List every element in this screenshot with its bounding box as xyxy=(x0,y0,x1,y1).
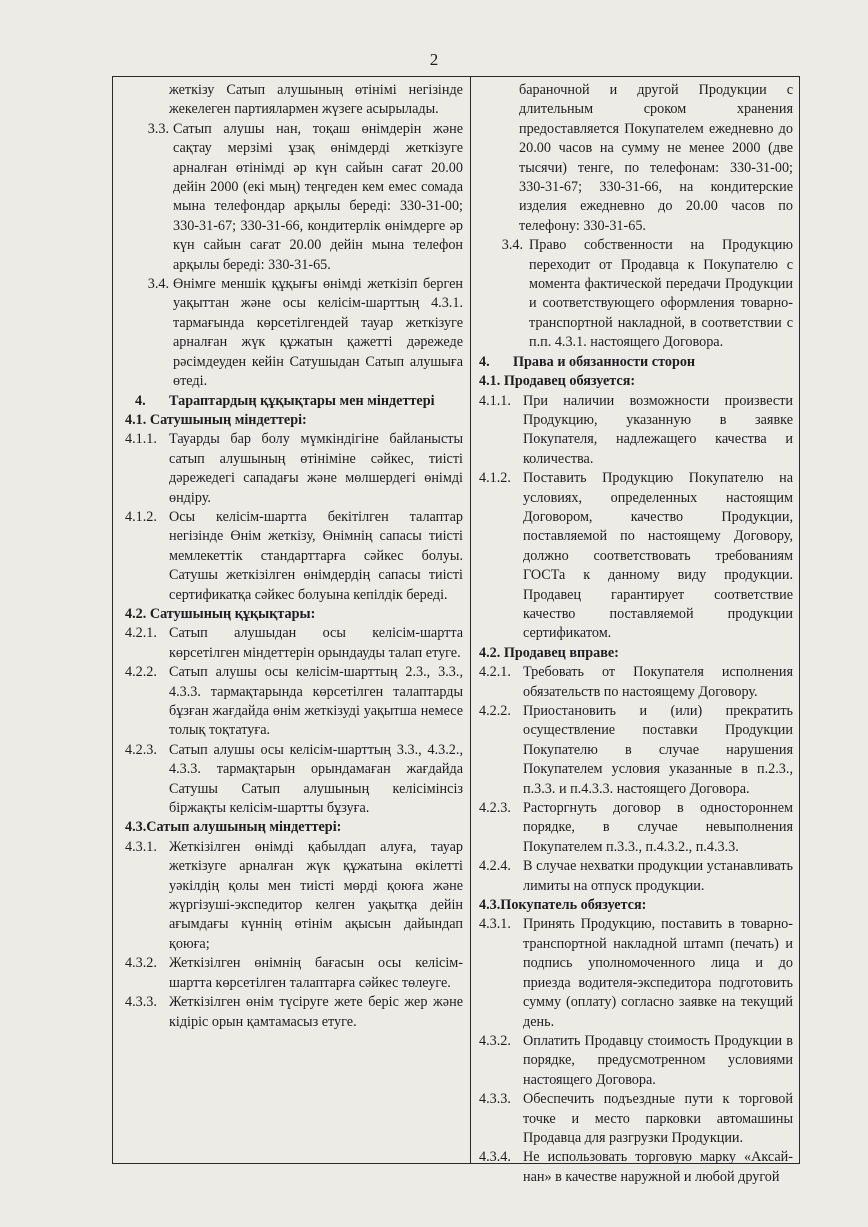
section-number: 4. xyxy=(479,353,490,370)
clause-number: 4.1.1. xyxy=(479,392,511,409)
clause-4-2-3-ru xyxy=(479,799,793,857)
clause-number: 3.4. xyxy=(147,276,169,293)
clause-text: Право собственности на Продукцию переходит от Продавца к Покупателю с момента фактической передачи Продукции и соответствующего оформления товарно-транспортной накладной, в соответствии с п.п. 4.3.1. настоящего Договора. xyxy=(529,237,793,351)
clause-number: 4.3.3. xyxy=(479,1091,511,1108)
clause-4-3-3-ru xyxy=(479,1090,793,1148)
clause-text: Өнімге меншік құқығы өнімді жеткізіп берген уақыттан және осы келісім-шарттың 4.3.1. тармағында көрсетілгендей тауар жеткізуге арналған жүк құжатын қажетті дәрежеде рәсімдеуден кейін Сатушыдан Сатып алушыға өтеді. xyxy=(173,276,463,390)
clause-text: Не использовать торговую марку «Аксай-нан» в качестве наружной и любой другой xyxy=(523,1149,793,1185)
bilingual-contract-table xyxy=(112,76,800,1185)
clause-text: Жеткізілген өнім түсіруге жете беріс жер және кідіріс орын қамтамасыз етуге. xyxy=(169,994,463,1030)
clause-number: 4.3.1. xyxy=(479,916,511,933)
clause-4-2-1-kz xyxy=(125,624,463,663)
clause-text: Жеткізілген өнімді қабылдап алуға, тауар жеткізуге арналған жүк құжатына өкілетті уәкілдің қолы мен тиісті мөрді қоюға және жүргізуші-экспедитор келген уақытқа дейін ағымдағы күннің өтінім ақысын дайындап қоюға; xyxy=(169,838,463,952)
clause-4-1-2-ru xyxy=(479,469,793,644)
clause-3-3-kz xyxy=(125,120,463,275)
section-title: Тараптардың құқықтары мен міндеттері xyxy=(169,392,435,409)
russian-column xyxy=(470,77,801,1185)
clause-4-3-3-kz xyxy=(125,993,463,1032)
clause-number: 4.1.2. xyxy=(125,508,157,525)
clause-text: Жеткізілген өнімнің бағасын осы келісім-шартта көрсетілген талаптарға сәйкес төлеуге. xyxy=(169,955,463,991)
clause-text: Сатып алушы нан, тоқаш өнімдерін және сақтау мерзімі ұзақ өнімдерді жеткізуге арналған өтінімді әр күн сайын сағат 20.00 дейін 2000 (екі мың) теңгеден кем емес сомада мына телефондар арқылы береді: 330-31-00; 330-31-67; 330-31-66, кондитерлік өнімдерге әр күн сайын сағат 20.00 дейін мына телефон арқылы береді: 330-31-65. xyxy=(173,120,463,273)
clause-text: Сатып алушы осы келісім-шарттың 2.3., 3.3., 4.3.3. тармақтарында көрсетілген талаптарды бұзған жағдайда өнім жеткізуді уақытша немесе толық тоқтатуға. xyxy=(169,664,463,739)
clause-number: 4.3.1. xyxy=(125,838,157,855)
clause-number: 4.2.2. xyxy=(479,703,511,719)
clause-3-4-ru xyxy=(479,236,793,352)
clause-4-2-1-ru xyxy=(479,663,793,702)
clause-4-3-2-ru xyxy=(479,1032,793,1090)
clause-text: Поставить Продукцию Покупателю на условиях, определенных настоящим Договором, качество Продукции, поставляемой по настоящему Договору, должно соответствовать требованиям ГОСТа к данному виду продукции. Продавец гарантирует соответствие качество поставляемой продукции сертификатом. xyxy=(523,470,793,642)
subsection-4-3-heading-kz: 4.3.Сатып алушының міндеттері: xyxy=(125,819,342,836)
clause-number: 4.1.1. xyxy=(125,431,157,448)
paragraph-continuation: жеткізу Сатып алушының өтінімі негізінде жекелеген партиялармен жүзеге асырылады. xyxy=(169,82,463,118)
clause-number: 4.1.2. xyxy=(479,470,511,487)
subsection-4-2-heading-ru: 4.2. Продавец вправе: xyxy=(479,644,619,661)
clause-4-2-3-kz xyxy=(125,741,463,819)
clause-number: 3.3. xyxy=(147,120,169,137)
clause-4-2-4-ru xyxy=(479,857,793,896)
clause-3-4-kz xyxy=(125,275,463,391)
clause-text: Приостановить и (или) прекратить осуществление поставки Продукции Покупателю в случае нарушения Покупателем условия указанные в п.2.3., п.3.3. и п.4.3.3. настоящего Договора. xyxy=(523,703,793,797)
clause-number: 4.2.1. xyxy=(479,664,511,681)
clause-text: При наличии возможности произвести Продукцию, указанную в заявке Покупателя, надлежащего качества и количества. xyxy=(523,392,793,467)
clause-number: 4.3.3. xyxy=(125,994,157,1011)
clause-4-3-1-kz xyxy=(125,838,463,954)
clause-number: 4.2.3. xyxy=(479,800,511,817)
clause-4-2-2-ru xyxy=(479,702,793,799)
clause-number: 4.2.3. xyxy=(125,741,157,758)
clause-4-3-1-ru xyxy=(479,915,793,1031)
page-number: 2 xyxy=(429,50,439,69)
clause-4-1-1-kz xyxy=(125,430,463,508)
clause-text: Принять Продукцию, поставить в товарно-транспортной накладной штамп (печать) и подпись уполномоченного лица и до приезда водителя-экспедитора подготовить сумму (оплату) согласно заявке на текущий день. xyxy=(523,916,793,1030)
clause-text: В случае нехватки продукции устанавливать лимиты на отпуск продукции. xyxy=(523,858,793,894)
clause-text: Обеспечить подъездные пути к торговой точке и место парковки автомашины Продавца для разгрузки Продукции. xyxy=(523,1091,793,1146)
clause-number: 4.2.4. xyxy=(479,858,511,875)
section-4-title-ru xyxy=(479,353,793,372)
clause-number: 4.2.1. xyxy=(125,625,157,642)
clause-number: 4.3.2. xyxy=(125,955,157,972)
paragraph-continuation: бараночной и другой Продукции с длительным сроком хранения предоставляется Покупателем ежедневно до 20.00 часов на сумму не менее 2000 (две тысячи) тенге, по телефонам: 330-31-00; 330-31-67; 330-31-66, на кондитерские изделия ежедневно до 20.00 часов по телефону: 330-31-65. xyxy=(519,82,793,234)
clause-number: 3.4. xyxy=(501,237,523,254)
clause-text: Расторгнуть договор в одностороннем порядке, в случае невыполнения Покупателем п.3.3., п.4.3.2., п.4.3.3. xyxy=(523,800,793,855)
clause-4-1-2-kz xyxy=(125,508,463,605)
section-4-title-kz xyxy=(125,392,463,411)
clause-number: 4.3.2. xyxy=(479,1032,511,1049)
subsection-4-1-heading-kz: 4.1. Сатушының міндеттері: xyxy=(125,411,307,428)
subsection-4-3-heading-ru: 4.3.Покупатель обязуется: xyxy=(479,897,647,914)
subsection-4-1-heading-ru: 4.1. Продавец обязуется: xyxy=(479,373,636,390)
clause-text: Требовать от Покупателя исполнения обязательств по настоящему Договору. xyxy=(523,664,793,700)
clause-4-2-2-kz xyxy=(125,663,463,741)
clause-4-1-1-ru xyxy=(479,392,793,470)
clause-text: Тауарды бар болу мүмкіндігіне байланысты сатып алушының өтініміне сәйкес, тиісті дәрежедегі сападағы және мөлшердегі өнімді өндіру. xyxy=(169,431,463,506)
clause-4-3-4-ru xyxy=(479,1148,793,1187)
clause-text: Сатып алушы осы келісім-шарттың 3.3., 4.3.2., 4.3.3. тармақтарын орындамаған жағдайда Сатушы Сатып алушының келісімінсіз біржақты келісім-шартты бұзуға. xyxy=(169,741,463,817)
clause-number: 4.3.4. xyxy=(479,1149,511,1166)
kazakh-column xyxy=(113,77,470,1163)
section-number: 4. xyxy=(135,392,146,409)
clause-number: 4.2.2. xyxy=(125,664,157,681)
clause-text: Сатып алушыдан осы келісім-шартта көрсетілген міндеттерін орындауды талап етуге. xyxy=(169,625,463,661)
clause-4-3-2-kz xyxy=(125,954,463,993)
section-title: Права и обязанности сторон xyxy=(513,353,696,370)
subsection-4-2-heading-kz: 4.2. Сатушының құқықтары: xyxy=(125,605,316,622)
clause-text: Осы келісім-шартта бекітілген талаптар негізінде Өнім жеткізу, Өнімнің сапасы тиісті мемлекеттік стандарттарға сәйкес болуы. Сатушы жеткізілген өнімдердің сапасы тиісті сертификатқа сәйкес болуына кепілдік береді. xyxy=(169,508,463,603)
clause-text: Оплатить Продавцу стоимость Продукции в порядке, предусмотренном условиями настоящего Договора. xyxy=(523,1032,793,1088)
